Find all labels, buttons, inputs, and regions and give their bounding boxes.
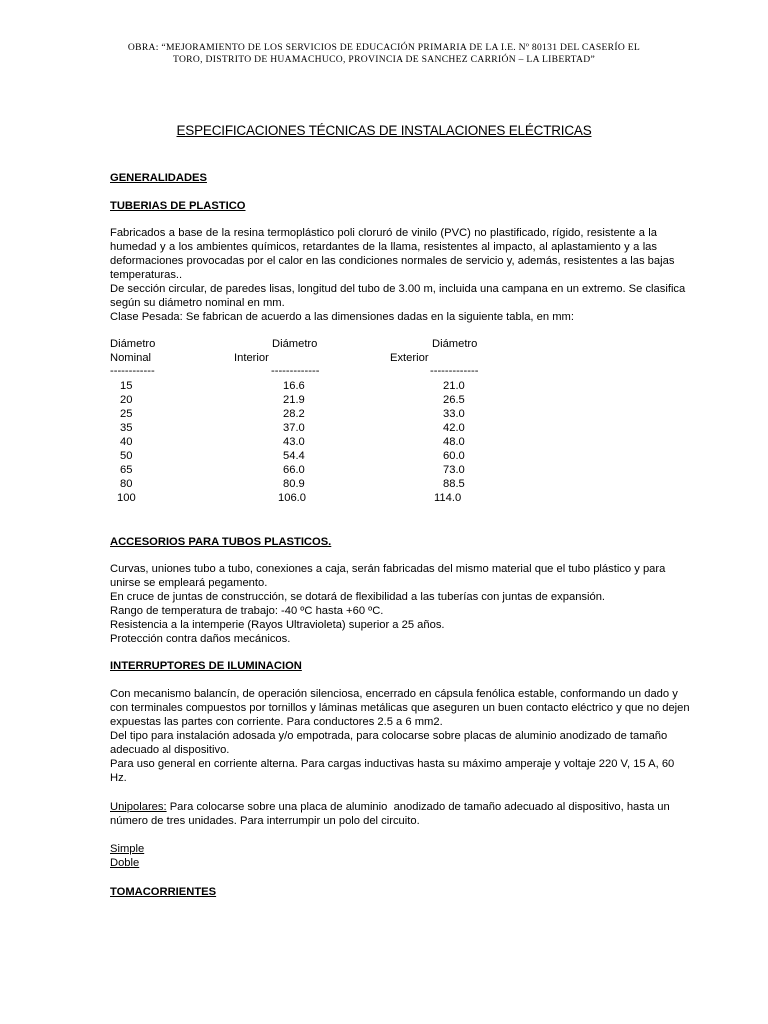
table-separator: ------------- — [271, 365, 320, 377]
table-header: Exterior — [390, 352, 429, 364]
table-cell: 37.0 — [283, 422, 305, 434]
text-line: Clase Pesada: Se fabrican de acuerdo a las dimensiones dadas en la siguiente tabla, en mm: — [110, 311, 574, 323]
table-header: Interior — [234, 352, 269, 364]
section-heading-generalidades: GENERALIDADES — [110, 172, 207, 184]
text-line: Protección contra daños mecánicos. — [110, 633, 291, 645]
unipolares-label: Unipolares: — [110, 801, 167, 813]
section-heading-tomacorrientes: TOMACORRIENTES — [110, 886, 217, 898]
text-line: Con mecanismo balancín, de operación silenciosa, encerrado en cápsula fenólica estable, conformando un dado y — [110, 688, 678, 700]
header-line-2: TORO, DISTRITO DE HUAMACHUCO, PROVINCIA DE SANCHEZ CARRIÓN – LA LIBERTAD” — [172, 54, 596, 65]
table-cell: 21.0 — [443, 380, 465, 392]
header-line-1: OBRA: “MEJORAMIENTO DE LOS SERVICIOS DE EDUCACIÓN PRIMARIA DE LA I.E. Nº 80131 DEL CASERÍO EL — [127, 42, 641, 53]
table-cell: 28.2 — [283, 408, 305, 420]
table-cell: 88.5 — [443, 478, 465, 490]
text-line: expuestas las partes con corriente. Para conductores 2.5 a 6 mm2. — [110, 716, 443, 728]
table-cell: 40 — [120, 436, 133, 448]
text-line: Resistencia a la intemperie (Rayos Ultravioleta) superior a 25 años. — [110, 619, 445, 631]
table-cell: 16.6 — [283, 380, 305, 392]
document-header — [100, 42, 668, 66]
switch-type-simple: Simple — [110, 843, 145, 855]
table-cell: 60.0 — [443, 450, 465, 462]
table-header: Diámetro — [272, 338, 318, 350]
text-line: En cruce de juntas de construcción, se dotará de flexibilidad a las tuberías con juntas de expansión. — [110, 591, 606, 603]
table-header: Diámetro — [432, 338, 478, 350]
table-cell: 20 — [120, 394, 133, 406]
text-line: De sección circular, de paredes lisas, longitud del tubo de 3.00 m, incluida una campana en un extremo. Se clasifica — [110, 283, 686, 295]
text-line: Hz. — [110, 772, 127, 784]
table-cell: 73.0 — [443, 464, 465, 476]
table-cell: 50 — [120, 450, 133, 462]
section-heading-accesorios: ACCESORIOS PARA TUBOS PLASTICOS. — [110, 536, 332, 548]
table-cell: 106.0 — [278, 492, 306, 504]
table-cell: 114.0 — [434, 492, 462, 504]
text-line — [110, 800, 670, 814]
section-heading-interruptores: INTERRUPTORES DE ILUMINACION — [110, 660, 302, 672]
table-cell: 15 — [120, 380, 133, 392]
page-title: ESPECIFICACIONES TÉCNICAS DE INSTALACIONES ELÉCTRICAS — [176, 123, 592, 138]
table-cell: 66.0 — [283, 464, 305, 476]
text-line: Del tipo para instalación adosada y/o empotrada, para colocarse sobre placas de aluminio anodizado de tamaño — [110, 730, 668, 742]
unipolares-text: Para colocarse sobre una placa de aluminio anodizado de tamaño adecuado al dispositivo, hasta un — [166, 801, 670, 813]
table-cell: 35 — [120, 422, 133, 434]
table-header: Diámetro — [110, 338, 156, 350]
table-cell: 33.0 — [443, 408, 465, 420]
text-line: adecuado al dispositivo. — [110, 744, 230, 756]
table-cell: 80 — [120, 478, 133, 490]
table-cell: 100 — [117, 492, 136, 504]
table-cell: 54.4 — [283, 450, 305, 462]
table-header: Nominal — [110, 352, 152, 364]
table-cell: 21.9 — [283, 394, 305, 406]
table-separator: ------------ — [110, 365, 155, 377]
diameter-table — [110, 338, 657, 508]
text-line: Para uso general en corriente alterna. Para cargas inductivas hasta su máximo amperaje y voltaje 220 V, 15 A, 60 — [110, 758, 675, 770]
tuberias-paragraph-1 — [110, 226, 686, 324]
text-line: Curvas, uniones tubo a tubo, conexiones a caja, serán fabricadas del mismo material que el tubo plástico y para — [110, 563, 666, 575]
table-separator: ------------- — [430, 365, 479, 377]
switch-type-doble: Doble — [110, 857, 140, 869]
text-line: unirse se empleará pegamento. — [110, 577, 268, 589]
table-cell: 48.0 — [443, 436, 465, 448]
accesorios-paragraph — [110, 562, 666, 646]
interruptores-paragraph — [110, 687, 690, 785]
text-line: con terminales compuestos por tornillos y láminas metálicas que aseguren un buen contacto eléctrico y que no dejen — [110, 702, 690, 714]
text-line: humedad y a los ambientes químicos, retardantes de la llama, resistentes al impacto, al aplastamiento y a las — [110, 241, 657, 253]
table-cell: 25 — [120, 408, 133, 420]
section-heading-tuberias: TUBERIAS DE PLASTICO — [110, 200, 246, 212]
text-line: según su diámetro nominal en mm. — [110, 297, 285, 309]
table-cell: 26.5 — [443, 394, 465, 406]
unipolares-paragraph — [110, 800, 670, 828]
table-cell: 65 — [120, 464, 133, 476]
text-line: temperaturas.. — [110, 269, 183, 281]
table-cell: 80.9 — [283, 478, 305, 490]
text-line: Rango de temperatura de trabajo: -40 ºC hasta +60 ºC. — [110, 605, 384, 617]
text-line: deformaciones provocadas por el calor en las condiciones normales de servicio y, además, resistentes a las bajas — [110, 255, 675, 267]
table-cell: 43.0 — [283, 436, 305, 448]
text-line: Fabricados a base de la resina termoplástico poli cloruró de vinilo (PVC) no plastificado, rígido, resistente a la — [110, 227, 657, 239]
table-cell: 42.0 — [443, 422, 465, 434]
text-line: número de tres unidades. Para interrumpir un polo del circuito. — [110, 815, 420, 827]
